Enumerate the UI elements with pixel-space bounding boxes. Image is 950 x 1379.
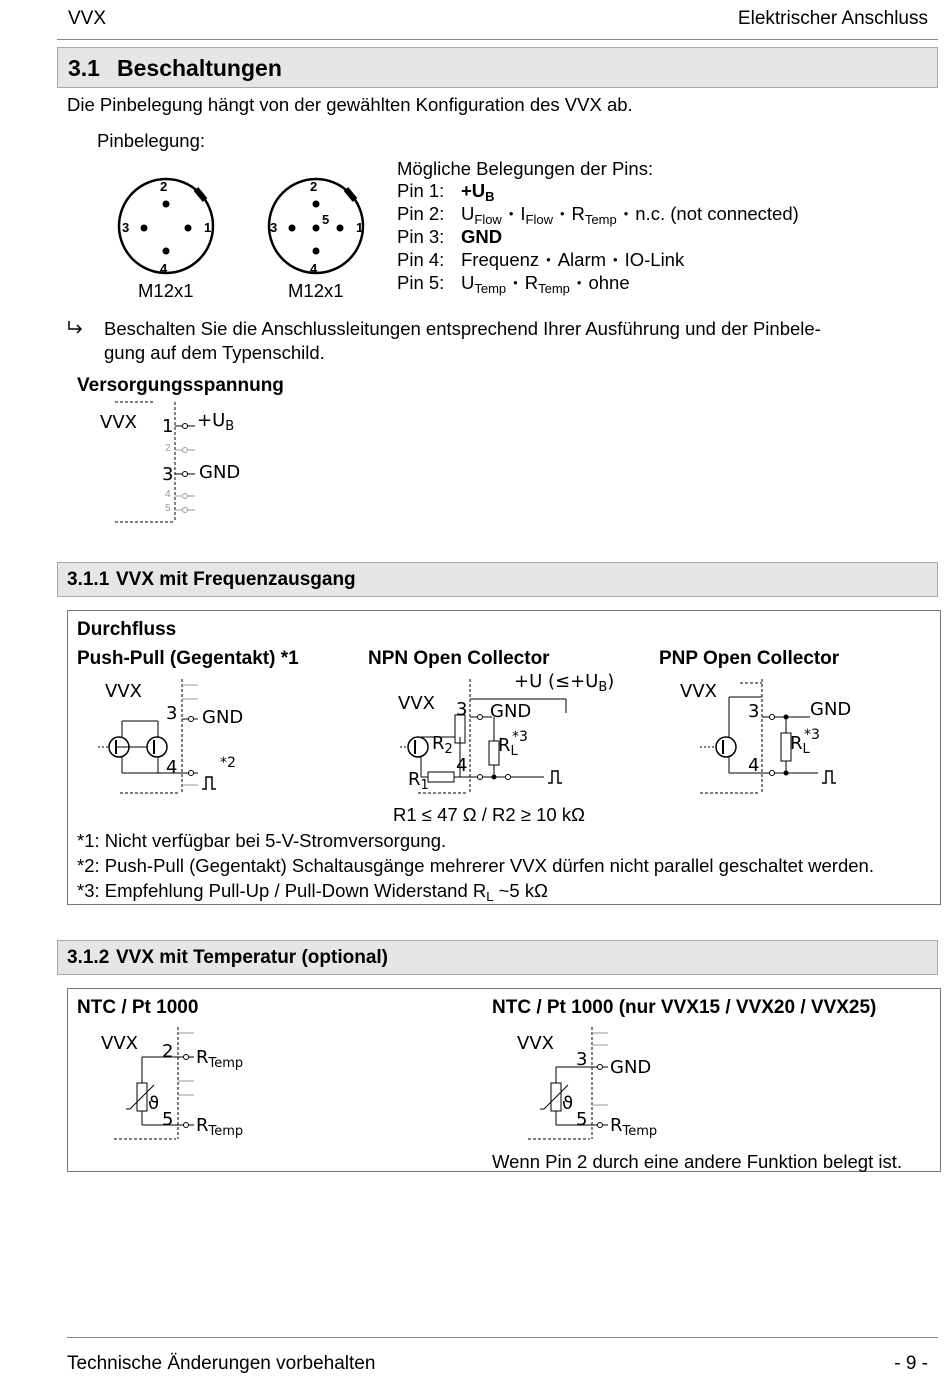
npn-diagram — [398, 671, 615, 805]
header-left: VVX — [68, 8, 107, 29]
rl-label: R — [790, 733, 803, 754]
section-number: 3.1.2 — [67, 947, 110, 968]
pin-row-label: Pin 2: — [397, 203, 445, 224]
gnd-label: GND — [490, 701, 532, 722]
col-title-pnp: PNP Open Collector — [659, 648, 840, 669]
r1-label: R — [408, 769, 421, 790]
pin-row — [397, 203, 799, 227]
col-title-ntc: NTC / Pt 1000 — [77, 997, 199, 1018]
device-label: VVX — [105, 681, 142, 702]
rtemp-subscript: Temp — [622, 1124, 658, 1139]
pin-row-label: Pin 4: — [397, 249, 445, 270]
footnote-3: *3: Empfehlung Pull-Up / Pull-Down Widerstand R — [77, 880, 487, 901]
freq-box — [67, 610, 941, 905]
pin-number: 3 — [162, 464, 174, 485]
section-number: 3.1.1 — [67, 569, 110, 590]
connector-pin-label: 4 — [310, 261, 318, 276]
footnote-3-subscript: L — [486, 889, 494, 904]
pin-number: 2 — [162, 1041, 174, 1062]
section-bar — [57, 47, 938, 88]
device-label: VVX — [398, 693, 435, 714]
connector-pin-label: 5 — [322, 212, 330, 227]
rl-subscript: L — [510, 744, 518, 759]
rtemp-subscript: Temp — [208, 1056, 244, 1071]
bullet-separator: • — [623, 206, 629, 221]
temp-footnote: Wenn Pin 2 durch eine andere Funktion belegt ist. — [492, 1151, 902, 1172]
right-arrow-icon — [67, 320, 87, 336]
pin-option: Frequenz — [461, 249, 540, 270]
pin-option-subscript: Flow — [525, 212, 553, 227]
connector-pin-label: 2 — [160, 179, 168, 194]
connector-pin-label: 1 — [204, 220, 212, 235]
intro-text: Die Pinbelegung hängt von der gewählten Konfiguration des VVX ab. — [67, 94, 633, 115]
section-title: VVX mit Frequenzausgang — [116, 569, 356, 590]
connector-pin-label: 3 — [270, 220, 278, 235]
section-bar-temp — [57, 940, 938, 975]
gnd-label: GND — [810, 699, 852, 720]
footnote-3-end: ~5 kΩ — [493, 880, 548, 901]
pin-number: 2 — [165, 443, 171, 454]
header-rule — [57, 39, 938, 40]
supply-label-end: ) — [607, 671, 615, 692]
pin-row — [397, 272, 630, 296]
connector-label: M12x1 — [288, 280, 344, 301]
pin-number: 4 — [748, 755, 760, 776]
pin-row — [397, 226, 502, 248]
freq-heading: Durchfluss — [77, 619, 177, 640]
footer-right: - 9 - — [894, 1353, 928, 1374]
device-label: VVX — [517, 1033, 554, 1054]
temp-diagram-pin2 — [98, 1025, 278, 1150]
footnote-1: *1: Nicht verfügbar bei 5-V-Stromversorgung. — [77, 830, 447, 851]
bullet-separator: • — [613, 252, 618, 267]
col-title-ntc-limited: NTC / Pt 1000 (nur VVX15 / VVX20 / VVX25) — [492, 997, 877, 1018]
connector-pin-label: 2 — [310, 179, 318, 194]
pin-number: 3 — [748, 701, 760, 722]
temp-box — [67, 988, 941, 1172]
pin-row-label: Pin 3: — [397, 226, 445, 247]
pin-row — [397, 180, 495, 204]
rl-subscript: L — [802, 742, 810, 757]
theta-symbol: ϑ — [148, 1093, 160, 1114]
pin-number: 4 — [166, 757, 178, 778]
pin-row-label: Pin 5: — [397, 272, 445, 293]
pin-number: 1 — [162, 416, 174, 437]
rtemp-label: R — [196, 1047, 209, 1068]
instruction-line-2: gung auf dem Typenschild. — [104, 342, 325, 363]
section-number: 3.1 — [68, 55, 100, 81]
pin-row-label: Pin 1: — [397, 180, 445, 201]
supply-title: Versorgungsspannung — [77, 375, 284, 396]
pin-label: Pinbelegung: — [97, 130, 206, 151]
pin-number: 3 — [576, 1049, 588, 1070]
pin-number: 5 — [162, 1109, 174, 1130]
pin-option: GND — [461, 226, 503, 247]
rtemp-label: R — [610, 1115, 623, 1136]
section-title: VVX mit Temperatur (optional) — [116, 947, 389, 968]
footer-rule — [67, 1337, 938, 1338]
pins-title: Mögliche Belegungen der Pins: — [397, 158, 654, 179]
r1-subscript: 1 — [420, 778, 429, 793]
gnd-label: GND — [199, 462, 241, 483]
pin-option: R — [571, 203, 585, 224]
connector-5pin — [260, 176, 375, 276]
pin-number: 5 — [576, 1109, 588, 1130]
connector-pin-label: 4 — [160, 261, 168, 276]
pin-number: 3 — [456, 699, 468, 720]
header-right: Elektrischer Anschluss — [737, 8, 928, 29]
device-label: VVX — [101, 1033, 138, 1054]
ub-label: +U — [197, 410, 226, 431]
pin-option: Alarm — [557, 249, 607, 270]
supply-label: +U (≤+U — [514, 671, 599, 692]
device-label: VVX — [680, 681, 717, 702]
pin-number: 4 — [165, 489, 171, 500]
connector-label: M12x1 — [138, 280, 194, 301]
rtemp-subscript: Temp — [208, 1124, 244, 1139]
footnote-marker: *2 — [220, 755, 236, 771]
pin-option: ohne — [588, 272, 630, 293]
ub-subscript: B — [225, 419, 235, 434]
supply-subscript: B — [598, 680, 608, 695]
theta-symbol: ϑ — [562, 1093, 574, 1114]
gnd-label: GND — [202, 707, 244, 728]
push-pull-diagram — [88, 677, 268, 805]
pin-option: R — [524, 272, 539, 293]
bullet-separator: • — [508, 206, 514, 221]
pin-option: +U — [461, 180, 486, 201]
bullet-separator: • — [576, 275, 582, 290]
pin-option: U — [461, 203, 475, 224]
bullet-separator: • — [546, 252, 551, 267]
gnd-label: GND — [610, 1057, 652, 1078]
bullet-separator: • — [513, 275, 518, 290]
section-title: Beschaltungen — [117, 55, 282, 81]
bullet-separator: • — [559, 206, 565, 221]
footnote-marker: *3 — [512, 729, 528, 745]
pin-option-subscript: Temp — [538, 281, 570, 296]
r2-subscript: 2 — [444, 742, 453, 757]
footer-left: Technische Änderungen vorbehalten — [67, 1353, 376, 1374]
pin-option: I — [520, 203, 526, 224]
instruction-line-1: Beschalten Sie die Anschlussleitungen entsprechend Ihrer Ausführung und der Pinbele- — [104, 318, 821, 339]
section-bar-freq — [57, 562, 938, 597]
rtemp-label: R — [196, 1115, 209, 1136]
footnote-2: *2: Push-Pull (Gegentakt) Schaltausgänge mehrerer VVX dürfen nicht parallel geschaltet werden. — [77, 855, 874, 876]
pin-number: 3 — [166, 703, 178, 724]
device-label: VVX — [100, 412, 137, 433]
connector-pin-label: 1 — [356, 220, 364, 235]
resistor-note: R1 ≤ 47 Ω / R2 ≥ 10 kΩ — [393, 804, 585, 825]
pin-option-subscript: B — [485, 189, 495, 204]
pin-option: U — [461, 272, 475, 293]
pin-option-subscript: Temp — [584, 212, 617, 227]
connector-4pin — [110, 176, 225, 276]
pin-option-subscript: Temp — [474, 281, 507, 296]
pin-option: n.c. (not connected) — [635, 203, 799, 224]
pin-option-subscript: Flow — [474, 212, 502, 227]
footnote-marker: *3 — [804, 727, 820, 743]
supply-diagram — [95, 398, 255, 528]
col-title-npn: NPN Open Collector — [368, 648, 550, 669]
temp-diagram-pin3 — [514, 1025, 694, 1150]
pin-number: 4 — [456, 755, 468, 776]
pin-number: 5 — [165, 503, 171, 514]
col-title-push-pull: Push-Pull (Gegentakt) *1 — [77, 648, 299, 669]
pin-option: IO-Link — [624, 249, 685, 270]
connector-pin-label: 3 — [122, 220, 130, 235]
pin-row — [397, 249, 684, 271]
r2-label: R — [432, 733, 445, 754]
rl-label: R — [498, 735, 511, 756]
pnp-diagram — [680, 677, 860, 805]
